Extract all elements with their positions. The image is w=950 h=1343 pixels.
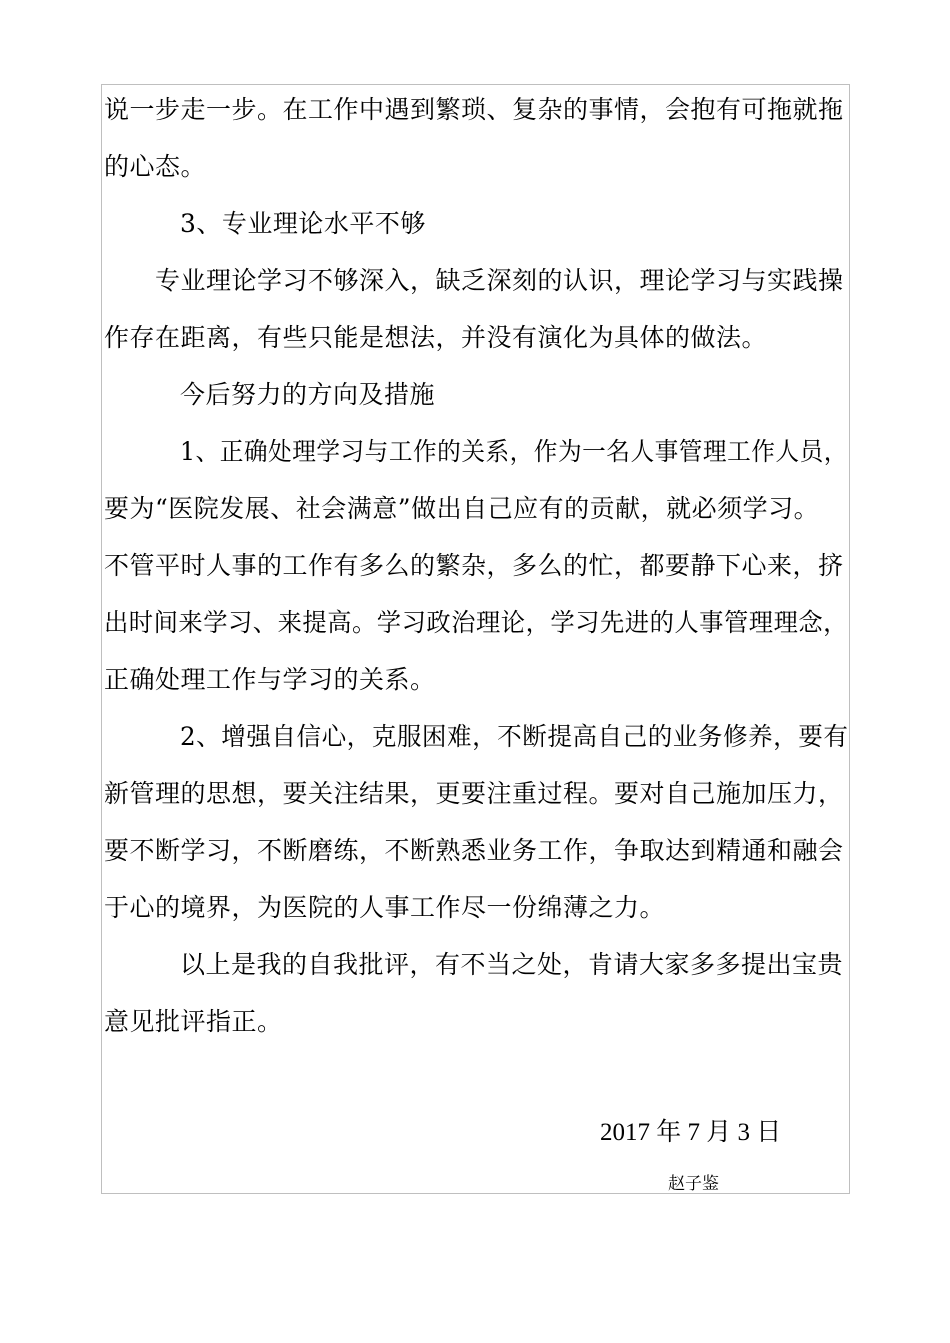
text-line: 不管平时人事的工作有多么的繁杂，多么的忙，都要静下心来，挤 xyxy=(104,551,844,580)
text-line: 意见批评指正。 xyxy=(104,1007,283,1036)
text-line: 新管理的思想，要关注结果，更要注重过程。要对自己施加压力， xyxy=(104,779,844,808)
text-line: 说一步走一步。在工作中遇到繁琐、复杂的事情，会抱有可拖就拖 xyxy=(104,95,844,124)
text-line: 以上是我的自我批评，有不当之处，肯请大家多多提出宝贵 xyxy=(180,950,844,979)
text-line: 出时间来学习、来提高。学习政治理论，学习先进的人事管理理念， xyxy=(104,608,848,637)
text-line: 1、正确处理学习与工作的关系，作为一名人事管理工作人员， xyxy=(180,437,848,466)
text-line: 要为“医院发展、社会满意”做出自己应有的贡献，就必须学习。 xyxy=(104,494,820,523)
text-line: 作存在距离，有些只能是想法，并没有演化为具体的做法。 xyxy=(104,323,768,352)
signature: 赵子鉴 xyxy=(668,1174,719,1194)
text-line: 于心的境界，为医院的人事工作尽一份绵薄之力。 xyxy=(104,893,666,922)
section-heading: 今后努力的方向及措施 xyxy=(180,380,436,409)
document-date: 2017 年 7 月 3 日 xyxy=(600,1119,782,1146)
text-line: 的心态。 xyxy=(104,152,207,181)
section-heading: 3、专业理论水平不够 xyxy=(180,209,426,238)
text-line: 2、增强自信心，克服困难，不断提高自己的业务修养，要有 xyxy=(180,722,849,751)
text-line: 要不断学习，不断磨练，不断熟悉业务工作，争取达到精通和融会 xyxy=(104,836,844,865)
text-line: 专业理论学习不够深入，缺乏深刻的认识，理论学习与实践操 xyxy=(155,266,844,295)
text-line: 正确处理工作与学习的关系。 xyxy=(104,665,436,694)
